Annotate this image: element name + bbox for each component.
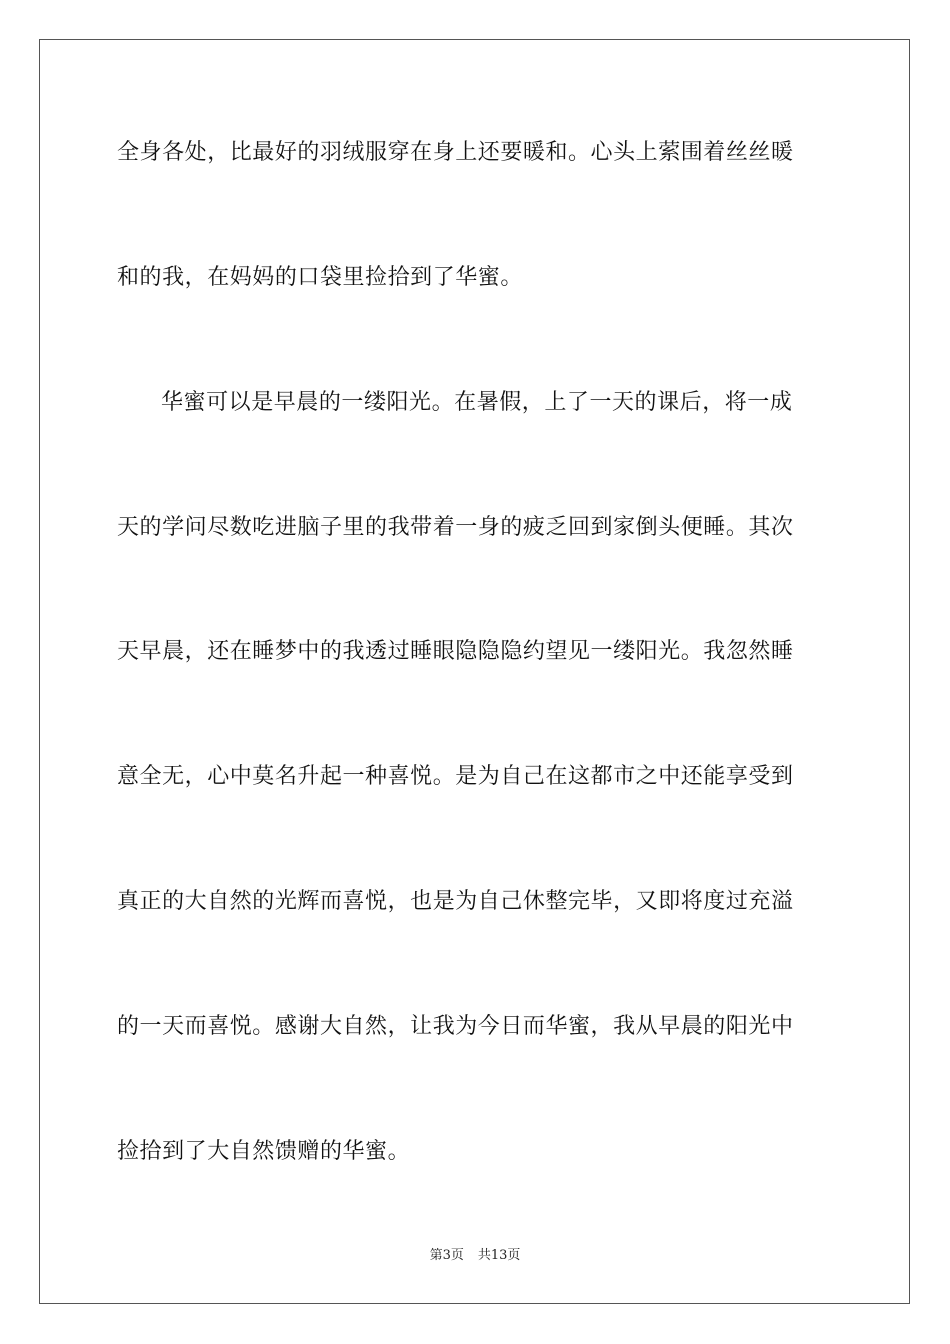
text-line-7: 真正的大自然的光辉而喜悦，也是为自己休整完毕，又即将度过充溢	[117, 889, 794, 914]
text-line-4: 天的学问尽数吃进脑子里的我带着一身的疲乏回到家倒头便睡。其次	[117, 515, 794, 540]
page-total: 共13页	[477, 1248, 521, 1263]
text-line-1: 全身各处，比最好的羽绒服穿在身上还要暖和。心头上萦围着丝丝暖	[117, 140, 794, 165]
text-line-9: 捡拾到了大自然馈赠的华蜜。	[117, 1139, 411, 1164]
text-line-6: 意全无，心中莫名升起一种喜悦。是为自己在这都市之中还能享受到	[117, 764, 794, 789]
page-frame	[39, 39, 910, 1304]
page-footer	[0, 1247, 950, 1265]
text-line-2: 和的我，在妈妈的口袋里捡拾到了华蜜。	[117, 265, 523, 290]
page-number: 第3页	[429, 1248, 464, 1263]
text-line-8: 的一天而喜悦。感谢大自然，让我为今日而华蜜，我从早晨的阳光中	[117, 1014, 794, 1039]
paragraph-start-line: 华蜜可以是早晨的一缕阳光。在暑假，上了一天的课后，将一成	[161, 390, 793, 415]
text-line-5: 天早晨，还在睡梦中的我透过睡眼隐隐隐约望见一缕阳光。我忽然睡	[117, 639, 794, 664]
